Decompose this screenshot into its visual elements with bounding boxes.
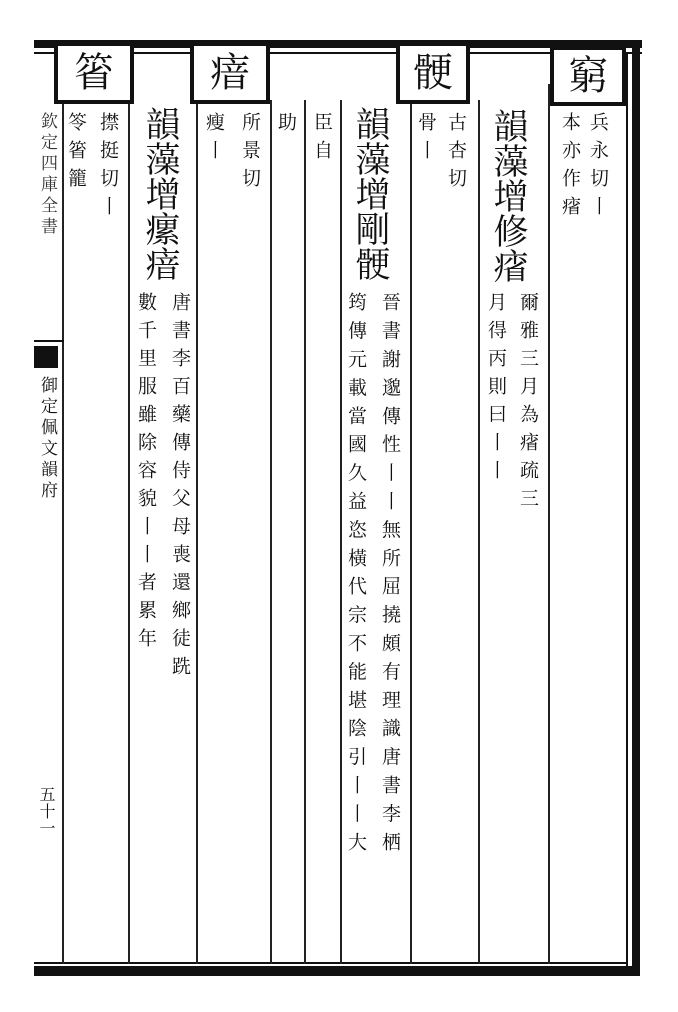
column-rule [62, 84, 64, 964]
column-rule [128, 100, 130, 964]
variant-note: 本亦作㾪 [559, 112, 581, 224]
head-character: 窮 [568, 53, 608, 99]
citation-text: 數千里服雖除容貌丨丨者累年 [135, 292, 157, 656]
citation-text: 筠傳元載當國久益恣橫代宗不能堪陰引丨丨大 [345, 292, 367, 860]
column-rule [410, 84, 412, 964]
column-rule [478, 100, 480, 964]
section-heading: 韻藻增修㾪 [488, 108, 528, 283]
margin-page-number: 五十一 [37, 786, 56, 837]
citation-text: 晉書謝邈傳性丨丨無所屈撓頗有理識唐書李栖 [379, 292, 401, 860]
head-character: 瘖 [210, 50, 250, 96]
section-heading: 韻藻增瘰瘖 [140, 106, 180, 281]
head-character-box [54, 42, 134, 104]
head-character: 骾 [413, 50, 453, 96]
fish-tail-mark [34, 346, 58, 368]
citation-text: 唐書李百藥傳侍父母喪還鄉徒跣 [169, 292, 191, 684]
column-rule [340, 100, 342, 964]
continuation-text: 助 [275, 112, 297, 140]
definition-note: 瘦丨 [203, 112, 225, 168]
frame-bottom-border [34, 966, 640, 976]
head-character-box [190, 42, 270, 104]
margin-book-title: 御定佩文韻府 [37, 376, 57, 502]
margin-series-title: 欽定四庫全書 [37, 112, 57, 238]
definition-note: 骨丨 [415, 112, 437, 168]
continuation-text: 臣自 [311, 112, 333, 168]
citation-text: 爾雅三月為㾪疏三 [517, 292, 539, 516]
head-character-box [396, 42, 470, 104]
frame-bottom-inner-border [34, 962, 628, 964]
citation-text: 月得丙則曰丨丨 [485, 292, 507, 488]
column-rule [304, 100, 306, 964]
fanqie-note: 古杏切 [445, 112, 467, 196]
definition-note: 笭箵籠 [65, 112, 87, 196]
column-rule [196, 84, 198, 964]
fanqie-note: 兵永切丨 [587, 112, 609, 224]
head-character-box [550, 46, 626, 106]
frame-right-border [632, 40, 640, 976]
section-heading: 韻藻增剛骾 [350, 106, 390, 281]
margin-divider [34, 340, 64, 342]
head-character: 箵 [74, 50, 114, 96]
column-rule [270, 100, 272, 964]
frame-right-inner-border [626, 52, 628, 966]
column-rule [548, 84, 550, 964]
fanqie-note: 所景切 [239, 112, 261, 196]
fanqie-note: 㩒挺切丨 [97, 112, 119, 224]
